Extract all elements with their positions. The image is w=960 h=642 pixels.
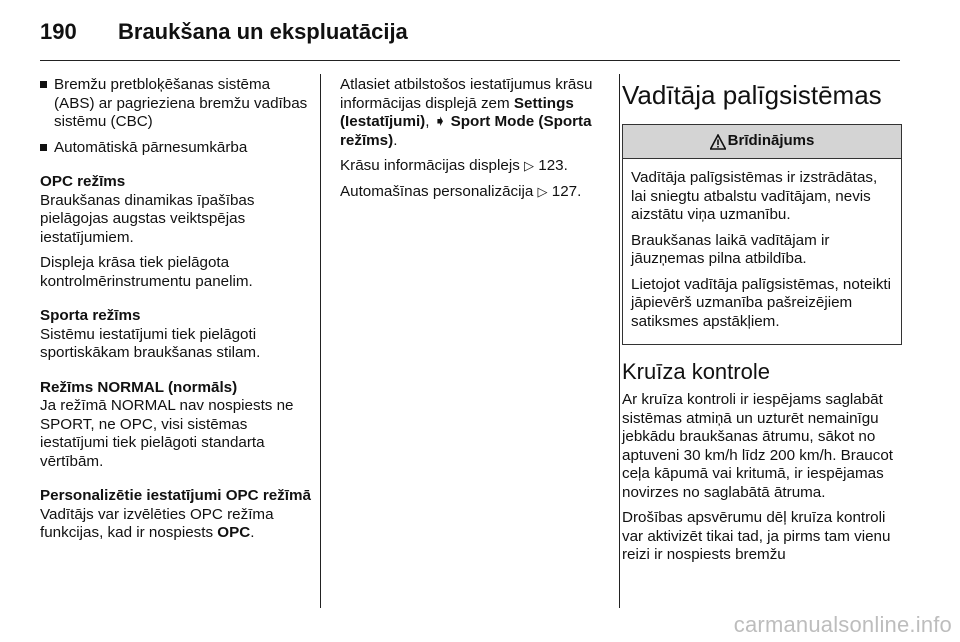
page-header xyxy=(40,12,408,52)
bullet-item: Automātiskā pārnesumkārba xyxy=(40,139,312,158)
column-right xyxy=(622,76,902,572)
warning-header xyxy=(623,125,901,159)
paragraph: Vadītāja palīgsistēmas ir izstrādātas, lai sniegtu atbalstu vadītājam, nevis aizstātu viņa uzmanību. xyxy=(631,169,878,223)
section-title: Vadītāja palīgsistēmas xyxy=(622,80,882,110)
watermark: carmanualsonline.info xyxy=(733,612,952,637)
section-heading: Režīms NORMAL (normāls) xyxy=(40,378,238,396)
column-left xyxy=(40,76,312,550)
paragraph: Braukšanas laikā vadītājam ir jāuzņemas pilna atbildība. xyxy=(631,231,830,267)
square-bullet-icon xyxy=(40,81,47,88)
page-title: Braukšana un ekspluatācija xyxy=(118,19,408,44)
column-divider-2 xyxy=(619,74,620,608)
bullet-item: Bremžu pretbloķēšanas sistēma (ABS) ar pagrieziena bremžu vadības sistēmu (CBC) xyxy=(40,76,312,132)
warning-body xyxy=(623,159,901,344)
cross-reference: Automašīnas personalizācija ▷ 127. xyxy=(340,182,582,200)
paragraph: Atlasiet atbilstošos iestatījumus krāsu informācijas displejā zem Settings (Iestatījumi), ➧ Sport Mode (Sporta režīms). xyxy=(340,76,593,149)
square-bullet-icon xyxy=(40,144,47,151)
paragraph: Ar kruīza kontroli ir iespējams saglabāt sistēmas atmiņā un uzturēt nemainīgu jebkādu braukšanas ātrumu, sākot no aptuveni 30 km/h līdz 200 km/h. Braucot ceļa kāpumā vai kritumā, ir iespējamas novirzes no saglabātā ātruma. xyxy=(622,391,893,501)
header-divider xyxy=(40,60,900,61)
section-heading: Personalizētie iestatījumi OPC režīmā xyxy=(40,487,311,504)
cross-reference: Krāsu informācijas displejs ▷ 123. xyxy=(340,157,568,174)
paragraph: Vadītājs var izvēlēties OPC režīma funkcijas, kad ir nospiests OPC. xyxy=(40,505,274,541)
menu-path-sport-mode: Sport Mode (Sporta režīms) xyxy=(340,113,592,149)
column-divider-1 xyxy=(320,74,321,608)
paragraph: Braukšanas dinamikas īpašības pielāgojas augstas veiktspējas iestatījumiem. xyxy=(40,191,255,246)
paragraph: Ja režīmā NORMAL nav nospiests ne SPORT, ne OPC, visi sistēmas iestatījumi tiek pielāgoti standarta vērtībām. xyxy=(40,397,294,470)
subsection-title: Kruīza kontrole xyxy=(622,359,770,384)
warning-title: Brīdinājums xyxy=(727,132,815,150)
warning-triangle-icon xyxy=(710,134,726,150)
page-number: 190 xyxy=(40,19,77,44)
page-ref-icon: ▷ xyxy=(524,158,535,173)
section-heading: Sporta režīms xyxy=(40,307,141,324)
column-middle xyxy=(340,76,610,208)
arrow-icon: ➧ xyxy=(433,113,447,130)
section-heading: OPC režīms xyxy=(40,173,126,190)
paragraph: Displeja krāsa tiek pielāgota kontrolmērinstrumentu panelim. xyxy=(40,254,253,290)
paragraph: Drošības apsvērumu dēļ kruīza kontroli var aktivizēt tikai tad, ja pirms tam vienu reizi ir nospiests bremžu xyxy=(622,509,891,563)
page-ref-icon: ▷ xyxy=(537,183,548,199)
warning-box xyxy=(622,124,902,345)
paragraph: Sistēmu iestatījumi tiek pielāgoti sportiskākam braukšanas stilam. xyxy=(40,325,261,361)
paragraph: Lietojot vadītāja palīgsistēmas, noteikti jāpievērš uzmanība pašreizējiem satiksmes apstākļiem. xyxy=(631,275,892,330)
menu-path-settings: Settings (Iestatījumi) xyxy=(340,94,574,130)
